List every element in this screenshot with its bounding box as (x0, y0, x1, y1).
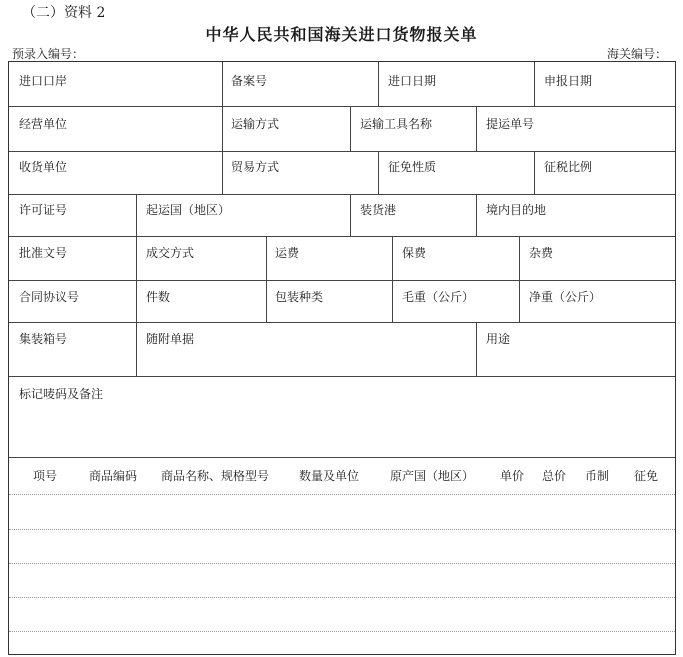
field-vessel-name: 运输工具名称 (360, 117, 433, 131)
form-title: 中华人民共和国海关进口货物报关单 (205, 25, 478, 44)
goods-line (9, 529, 675, 530)
row-divider (9, 106, 675, 107)
field-marks-remarks: 标记唛码及备注 (19, 387, 104, 401)
field-origin-country: 起运国（地区） (146, 203, 231, 217)
goods-header-origin: 原产国（地区） (390, 469, 475, 483)
field-purpose: 用途 (486, 332, 511, 346)
cell-divider (136, 322, 137, 376)
field-attached-docs: 随附单据 (146, 332, 195, 346)
cell-divider (534, 151, 535, 194)
field-bill-of-lading: 提运单号 (486, 117, 535, 131)
cell-divider (476, 106, 477, 151)
field-insurance: 保费 (402, 246, 427, 260)
field-destination: 境内目的地 (486, 203, 547, 217)
field-approval-no: 批准文号 (19, 246, 68, 260)
goods-header-total-price: 总价 (542, 469, 567, 483)
field-contract-no: 合同协议号 (19, 290, 80, 304)
row-divider (9, 322, 675, 323)
cell-divider (136, 280, 137, 322)
field-tax-ratio: 征税比例 (544, 160, 593, 174)
goods-header-quantity: 数量及单位 (299, 469, 360, 483)
pre-entry-number-label: 预录入编号： (12, 47, 85, 61)
field-license-no: 许可证号 (19, 203, 68, 217)
cell-divider (350, 106, 351, 151)
cell-divider (266, 280, 267, 322)
customs-number-label: 海关编号： (606, 47, 667, 61)
cell-divider (222, 106, 223, 151)
field-misc-fees: 杂费 (529, 246, 554, 260)
goods-header-item-no: 项号 (33, 469, 58, 483)
field-net-weight: 净重（公斤） (529, 290, 602, 304)
field-operating-unit: 经营单位 (19, 117, 68, 131)
row-divider (9, 376, 675, 377)
field-exemption-nature: 征免性质 (388, 160, 437, 174)
section-label: （二）资料 2 (22, 5, 106, 21)
cell-divider (519, 236, 520, 280)
cell-divider (534, 62, 535, 106)
cell-divider (222, 62, 223, 106)
goods-header-currency: 币制 (585, 469, 610, 483)
cell-divider (136, 194, 137, 236)
row-divider (9, 236, 675, 237)
cell-divider (476, 322, 477, 376)
field-loading-port: 装货港 (360, 203, 397, 217)
cell-divider (266, 236, 267, 280)
field-transport-mode: 运输方式 (231, 117, 280, 131)
field-consignee: 收货单位 (19, 160, 68, 174)
field-container-no: 集装箱号 (19, 332, 68, 346)
goods-header-exemption: 征免 (634, 469, 659, 483)
cell-divider (222, 151, 223, 194)
goods-line (9, 631, 675, 632)
field-freight: 运费 (275, 246, 300, 260)
cell-divider (519, 280, 520, 322)
cell-divider (378, 151, 379, 194)
field-import-port: 进口口岸 (19, 74, 68, 88)
cell-divider (392, 280, 393, 322)
cell-divider (378, 62, 379, 106)
goods-line (9, 563, 675, 564)
field-declare-date: 申报日期 (544, 74, 593, 88)
row-divider (9, 194, 675, 195)
cell-divider (136, 236, 137, 280)
goods-header-name-spec: 商品名称、规格型号 (161, 469, 270, 483)
goods-header-code: 商品编码 (89, 469, 138, 483)
cell-divider (476, 194, 477, 236)
field-package-type: 包装种类 (275, 290, 324, 304)
field-gross-weight: 毛重（公斤） (402, 290, 475, 304)
row-divider (9, 151, 675, 152)
cell-divider (392, 236, 393, 280)
goods-line (9, 494, 675, 495)
row-divider (9, 457, 675, 458)
goods-header-unit-price: 单价 (500, 469, 525, 483)
cell-divider (350, 194, 351, 236)
field-record-no: 备案号 (231, 74, 268, 88)
field-import-date: 进口日期 (388, 74, 437, 88)
row-divider (9, 280, 675, 281)
goods-line (9, 597, 675, 598)
field-transaction-mode: 成交方式 (146, 246, 195, 260)
field-packages: 件数 (146, 290, 171, 304)
field-trade-mode: 贸易方式 (231, 160, 280, 174)
customs-declaration-form (8, 61, 676, 655)
